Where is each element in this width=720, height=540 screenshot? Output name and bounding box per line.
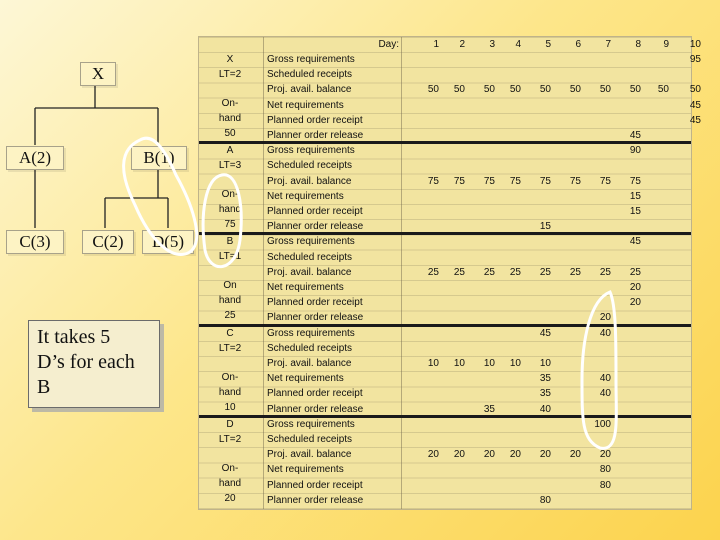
mrp-cell: 45 xyxy=(539,327,551,339)
on-hand-value: 25 xyxy=(224,310,236,322)
mrp-cell: 40 xyxy=(539,403,551,415)
day-header-cell: 4 xyxy=(515,39,521,50)
row-label: Proj. avail. balance xyxy=(267,266,352,278)
row-label: Planner order release xyxy=(267,221,364,233)
mrp-cell: 25 xyxy=(599,266,611,278)
item-code: A xyxy=(226,145,234,157)
mrp-cell: 50 xyxy=(689,84,701,96)
row-label: Scheduled receipts xyxy=(267,160,353,172)
row-label: Planner order release xyxy=(267,312,364,324)
row-label: Gross requirements xyxy=(267,327,355,339)
row-label: Proj. avail. balance xyxy=(267,84,352,96)
day-label: Day: xyxy=(378,39,399,50)
note-line: B xyxy=(37,376,51,398)
mrp-cell: 25 xyxy=(427,266,439,278)
on-hand-label: hand xyxy=(218,204,242,216)
row-label: Scheduled receipts xyxy=(267,251,353,263)
mrp-cell: 75 xyxy=(599,175,611,187)
mrp-cell: 75 xyxy=(509,175,521,187)
row-label: Planned order receipt xyxy=(267,297,363,309)
on-hand-label: hand xyxy=(218,477,242,489)
row-label: Proj. avail. balance xyxy=(267,449,352,461)
on-hand-value: 50 xyxy=(224,128,236,139)
mrp-table xyxy=(198,36,701,510)
tree-node-d-under-b: D(5) xyxy=(142,230,194,254)
mrp-cell: 15 xyxy=(629,190,641,202)
day-header-cell: 5 xyxy=(545,39,551,50)
mrp-cell: 25 xyxy=(539,266,551,278)
day-header-cell: 2 xyxy=(459,39,465,50)
mrp-cell: 35 xyxy=(539,388,551,400)
row-label: Scheduled receipts xyxy=(267,342,353,354)
day-header-cell: 7 xyxy=(605,39,611,50)
row-label: Net requirements xyxy=(267,464,344,476)
day-header-cell: 3 xyxy=(489,39,495,50)
row-label: Planned order receipt xyxy=(267,206,363,217)
item-lead-time: LT=2 xyxy=(218,433,242,445)
mrp-cell: 20 xyxy=(539,449,551,461)
row-label: Net requirements xyxy=(267,99,344,111)
row-label: Planner order release xyxy=(267,494,364,506)
mrp-cell: 45 xyxy=(689,99,701,111)
item-lead-time: LT=2 xyxy=(218,342,242,354)
mrp-cell: 45 xyxy=(689,114,701,126)
row-label: Gross requirements xyxy=(267,145,355,157)
on-hand-label: hand xyxy=(218,295,242,307)
on-hand-label: On xyxy=(223,280,237,292)
item-code: D xyxy=(226,418,234,430)
row-label: Planned order receipt xyxy=(267,388,363,400)
mrp-cell: 50 xyxy=(483,84,495,96)
mrp-cell: 50 xyxy=(657,84,669,96)
mrp-cell: 40 xyxy=(599,388,611,400)
row-label: Net requirements xyxy=(267,373,344,385)
item-info-column xyxy=(199,234,261,323)
day-header-cell: 9 xyxy=(663,39,669,50)
mrp-cell: 20 xyxy=(483,449,495,461)
on-hand-value: 75 xyxy=(224,219,236,231)
item-info-column xyxy=(199,143,261,232)
row-label: Net requirements xyxy=(267,190,344,202)
row-label: Planner order release xyxy=(267,130,364,141)
row-label: Gross requirements xyxy=(267,418,355,430)
tree-node-x: X xyxy=(80,62,116,86)
mrp-cell: 50 xyxy=(629,84,641,96)
mrp-cell: 50 xyxy=(599,84,611,96)
tree-node-a: A(2) xyxy=(6,146,64,170)
mrp-cell: 20 xyxy=(599,312,611,324)
mrp-cell: 10 xyxy=(427,358,439,369)
mrp-cell: 25 xyxy=(509,266,521,278)
mrp-cell: 10 xyxy=(483,358,495,369)
mrp-cell: 35 xyxy=(539,373,551,385)
mrp-cell: 40 xyxy=(599,327,611,339)
mrp-cell: 20 xyxy=(427,449,439,461)
row-label: Planner order release xyxy=(267,403,364,415)
on-hand-label: On- xyxy=(221,98,239,109)
mrp-cell: 80 xyxy=(599,464,611,476)
item-info-column xyxy=(199,52,261,141)
item-lead-time: LT=1 xyxy=(218,251,242,263)
row-label: Planned order receipt xyxy=(267,114,363,126)
mrp-cell: 40 xyxy=(599,373,611,385)
mrp-cell: 20 xyxy=(629,297,641,309)
mrp-cell: 20 xyxy=(569,449,581,461)
day-header-cell: 1 xyxy=(433,39,439,50)
tree-node-c-under-a: C(3) xyxy=(6,230,64,254)
mrp-cell: 75 xyxy=(483,175,495,187)
day-header-cell: 10 xyxy=(689,39,701,50)
item-code: C xyxy=(226,327,234,339)
mrp-cell: 25 xyxy=(629,266,641,278)
mrp-cell: 50 xyxy=(453,84,465,96)
tree-node-b: B(1) xyxy=(131,146,187,170)
mrp-cell: 90 xyxy=(629,145,641,157)
mrp-cell: 50 xyxy=(509,84,521,96)
mrp-cell: 75 xyxy=(539,175,551,187)
item-code: B xyxy=(226,236,234,248)
mrp-cell: 10 xyxy=(453,358,465,369)
on-hand-label: On- xyxy=(221,371,239,383)
mrp-cell: 20 xyxy=(509,449,521,461)
mrp-cell: 100 xyxy=(594,418,611,430)
on-hand-label: hand xyxy=(218,113,242,124)
on-hand-label: On- xyxy=(221,462,239,474)
row-label: Planned order receipt xyxy=(267,479,363,491)
item-lead-time: LT=3 xyxy=(218,160,242,172)
row-label: Gross requirements xyxy=(267,54,355,65)
mrp-cell: 75 xyxy=(569,175,581,187)
mrp-cell: 20 xyxy=(453,449,465,461)
mrp-cell: 20 xyxy=(629,282,641,293)
mrp-cell: 45 xyxy=(629,130,641,141)
mrp-cell: 50 xyxy=(427,84,439,96)
mrp-cell: 45 xyxy=(629,236,641,248)
row-label: Net requirements xyxy=(267,282,344,293)
item-info-column xyxy=(199,326,261,415)
mrp-cell: 25 xyxy=(569,266,581,278)
mrp-cell: 50 xyxy=(569,84,581,96)
mrp-cell: 10 xyxy=(539,358,551,369)
day-header-cell: 8 xyxy=(635,39,641,50)
mrp-cell: 50 xyxy=(539,84,551,96)
callout-note xyxy=(28,320,160,408)
mrp-cell: 75 xyxy=(453,175,465,187)
mrp-cell: 15 xyxy=(539,221,551,233)
column-divider xyxy=(263,37,264,509)
mrp-cell: 75 xyxy=(629,175,641,187)
row-label: Proj. avail. balance xyxy=(267,358,352,369)
item-code: X xyxy=(226,54,234,65)
row-label: Scheduled receipts xyxy=(267,69,353,81)
note-line: It takes 5 xyxy=(37,326,111,348)
mrp-cell: 25 xyxy=(483,266,495,278)
item-lead-time: LT=2 xyxy=(218,69,242,80)
on-hand-value: 20 xyxy=(224,492,236,504)
row-label: Gross requirements xyxy=(267,236,355,248)
note-line: D’s for each xyxy=(37,351,135,373)
mrp-cell: 75 xyxy=(427,175,439,187)
mrp-cell: 20 xyxy=(599,449,611,461)
on-hand-value: 10 xyxy=(224,401,236,413)
mrp-cell: 80 xyxy=(599,479,611,491)
mrp-cell: 95 xyxy=(689,54,701,65)
tree-node-c-under-b: C(2) xyxy=(82,230,134,254)
mrp-cell: 15 xyxy=(629,206,641,217)
item-info-column xyxy=(199,417,261,506)
mrp-cell: 35 xyxy=(483,403,495,415)
day-header-cell: 6 xyxy=(575,39,581,50)
row-label: Scheduled receipts xyxy=(267,434,353,445)
on-hand-label: hand xyxy=(218,386,242,398)
mrp-cell: 25 xyxy=(453,266,465,278)
on-hand-label: On- xyxy=(221,189,239,201)
row-label: Proj. avail. balance xyxy=(267,175,352,187)
mrp-cell: 80 xyxy=(539,494,551,506)
mrp-cell: 10 xyxy=(509,358,521,369)
